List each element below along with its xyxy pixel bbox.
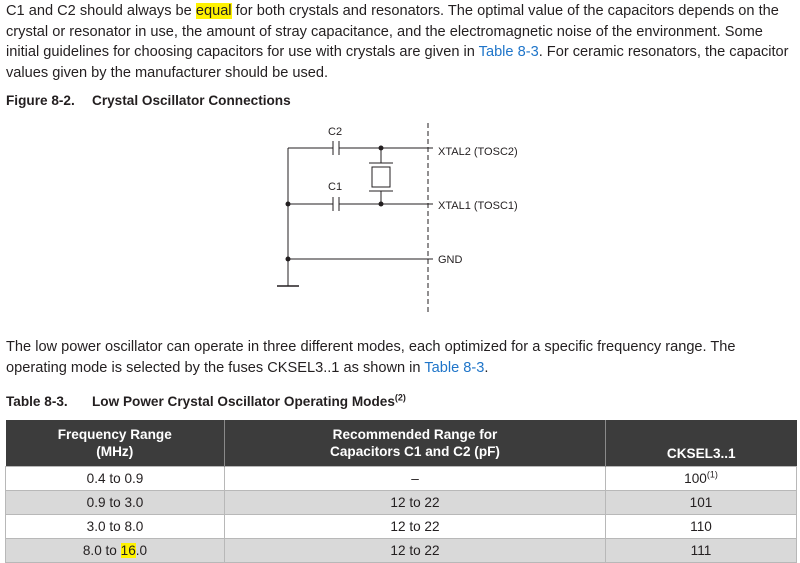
xtal1-label: XTAL1 (TOSC1) — [438, 200, 518, 212]
cell-frequency: 0.4 to 0.9 — [6, 467, 225, 491]
header-frequency-range: Frequency Range (MHz) — [6, 420, 225, 467]
cell-frequency: 3.0 to 8.0 — [6, 515, 225, 539]
cell-capacitors: 12 to 22 — [225, 515, 606, 539]
table-row — [6, 467, 797, 491]
header-capacitor-range: Recommended Range for Capacitors C1 and C2 (pF) — [225, 420, 606, 467]
figure-number: Figure 8-2. — [6, 93, 75, 108]
cell-frequency: 0.9 to 3.0 — [6, 491, 225, 515]
junction-dot — [379, 202, 384, 207]
cell-capacitors: 12 to 22 — [225, 491, 606, 515]
table-link[interactable]: Table 8-3 — [478, 44, 539, 60]
junction-dot — [286, 202, 291, 207]
highlighted-number: 16 — [120, 543, 136, 558]
table-title-note: (2) — [394, 392, 406, 403]
intro-text-middle: for both crystals and resonators. The optimal value of the capacitors depends on the crystal or resonator in use, the amount of stray capacitance, and the electromagnetic noise of the environment. Some initial guidelines for choosing capacitors for use with crystals are given in — [6, 3, 779, 60]
table-link[interactable]: Table 8-3 — [424, 359, 485, 376]
table-row — [6, 539, 797, 563]
table-row — [6, 491, 797, 515]
cell-cksel: 100$^{(1)}$ — [606, 467, 797, 491]
table-caption — [6, 394, 406, 409]
xtal2-label: XTAL2 (TOSC2) — [438, 146, 518, 158]
mode-text-end: . — [484, 359, 489, 376]
cell-capacitors: 12 to 22 — [225, 539, 606, 563]
crystal-body — [372, 167, 390, 187]
figure-title: Crystal Oscillator Connections — [92, 93, 291, 108]
c2-label: C2 — [328, 126, 343, 138]
junction-dot — [379, 146, 384, 151]
header-cksel: CKSEL3..1 — [606, 420, 797, 467]
c1-label: C1 — [328, 181, 343, 193]
intro-text-start: C1 and C2 should always be — [6, 3, 196, 19]
table-number: Table 8-3. — [6, 394, 68, 409]
mode-paragraph — [6, 337, 796, 378]
cell-cksel: 110 — [606, 515, 797, 539]
cell-cksel: 101 — [606, 491, 797, 515]
table-header-row — [6, 420, 797, 467]
junction-dot — [286, 257, 291, 262]
operating-modes-table — [5, 420, 797, 563]
cell-capacitors: – — [225, 467, 606, 491]
mode-text: The low power oscillator can operate in three different modes, each optimized for a specific frequency range. The operating mode is selected by the fuses CKSEL3..1 as shown in — [6, 339, 736, 376]
table-title: Low Power Crystal Oscillator Operating Modes — [92, 394, 395, 409]
cell-cksel: 111 — [606, 539, 797, 563]
table-row — [6, 515, 797, 539]
gnd-label: GND — [438, 254, 463, 266]
highlighted-word: equal — [195, 3, 232, 19]
cell-frequency: 8.0 to 16.0 — [6, 539, 225, 563]
intro-text-end: . For ceramic resonators, the capacitor values given by the manufacturer should be used. — [6, 44, 789, 81]
